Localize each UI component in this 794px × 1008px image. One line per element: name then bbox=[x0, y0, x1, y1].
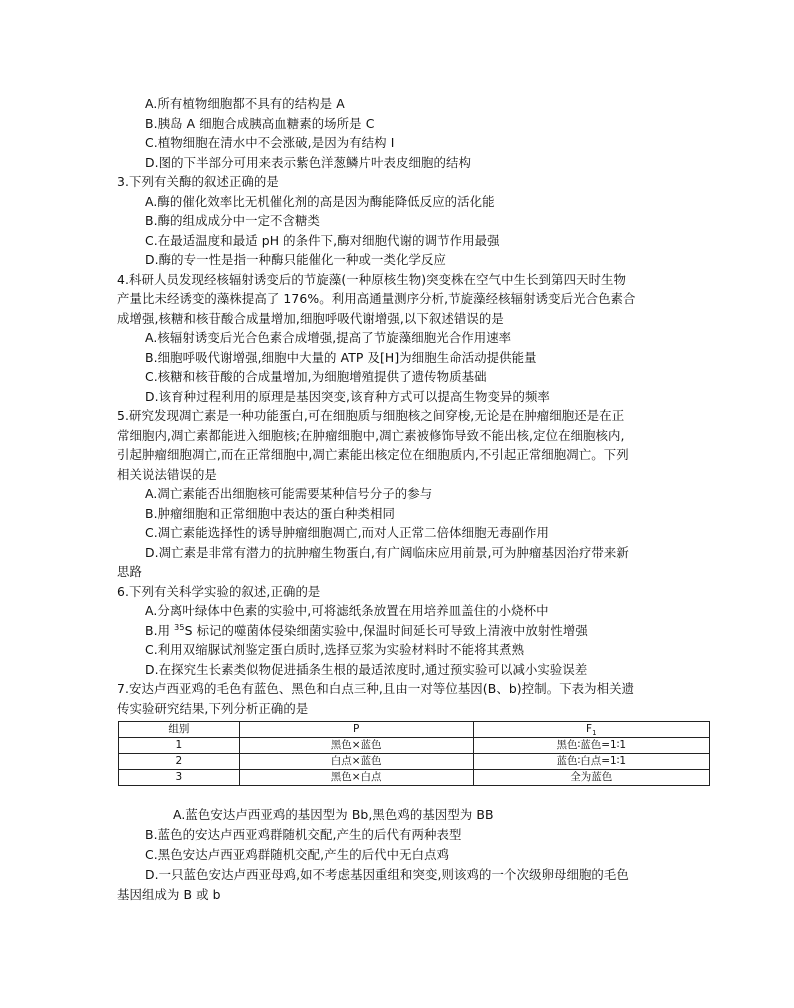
q6-option-b-prefix: B.用 bbox=[145, 623, 175, 638]
table-cell-f1: 蓝色∶白点=1∶1 bbox=[473, 754, 709, 770]
q5-option-d-line-2: 思路 bbox=[117, 564, 142, 579]
q5-stem-line-3: 引起肿瘤细胞凋亡,而在正常细胞中,凋亡素能出核定位在细胞质内,不引起正常细胞凋亡。下列 bbox=[117, 447, 629, 462]
q6-option-b-text: S 标记的噬菌体侵染细菌实验中,保温时间延长可导致上清液中放射性增强 bbox=[184, 623, 588, 638]
q3-option-a: A.酶的催化效率比无机催化剂的高是因为酶能降低反应的活化能 bbox=[145, 194, 495, 209]
q4-option-b: B.细胞呼吸代谢增强,细胞中大量的 ATP 及[H]为细胞生命活动提供能量 bbox=[145, 350, 537, 365]
q6-option-b bbox=[145, 622, 588, 640]
table-cell-f1: 黑色∶蓝色=1∶1 bbox=[473, 738, 709, 754]
q4-stem-line-3: 成增强,核糖和核苷酸合成量增加,细胞呼吸代谢增强,以下叙述错误的是 bbox=[117, 311, 504, 326]
q7-option-c: C.黑色安达卢西亚鸡群随机交配,产生的后代中无白点鸡 bbox=[145, 847, 450, 862]
q5-stem-line-4: 相关说法错误的是 bbox=[117, 467, 217, 482]
q7-stem-line-2: 传实验研究结果,下列分析正确的是 bbox=[117, 701, 309, 716]
table-cell-parents: 黑色×蓝色 bbox=[239, 738, 473, 754]
q4-option-c: C.核糖和核苷酸的合成量增加,为细胞增殖提供了遗传物质基础 bbox=[145, 369, 487, 384]
q6-option-d: D.在探究生长素类似物促进插条生根的最适浓度时,通过预实验可以减小实验误差 bbox=[145, 662, 588, 677]
q2-option-a: A.所有植物细胞都不具有的结构是 A bbox=[145, 96, 345, 111]
table-cell-group: 3 bbox=[119, 770, 240, 786]
q7-option-d-line-1: D.一只蓝色安达卢西亚母鸡,如不考虑基因重组和突变,则该鸡的一个次级卵母细胞的毛色 bbox=[145, 867, 629, 882]
q5-option-d-line-1: D.凋亡素是非常有潜力的抗肿瘤生物蛋白,有广阔临床应用前景,可为肿瘤基因治疗带来新 bbox=[145, 545, 629, 560]
q7-stem-line-1: 7.安达卢西亚鸡的毛色有蓝色、黑色和白点三种,且由一对等位基因(B、b)控制。下表为相关遗 bbox=[117, 681, 635, 696]
table-row bbox=[119, 770, 710, 786]
q7-option-a: A.蓝色安达卢西亚鸡的基因型为 Bb,黑色鸡的基因型为 BB bbox=[173, 807, 494, 822]
q3-option-c: C.在最适温度和最适 pH 的条件下,酶对细胞代谢的调节作用最强 bbox=[145, 233, 500, 248]
q6-stem: 6.下列有关科学实验的叙述,正确的是 bbox=[117, 584, 321, 599]
table-header-group: 组别 bbox=[119, 722, 240, 738]
q2-option-d: D.图的下半部分可用来表示紫色洋葱鳞片叶表皮细胞的结构 bbox=[145, 155, 471, 170]
q4-option-a: A.核辐射诱变后光合色素合成增强,提高了节旋藻细胞光合作用速率 bbox=[145, 330, 512, 345]
q3-stem: 3.下列有关酶的叙述正确的是 bbox=[117, 174, 279, 189]
q5-option-c: C.凋亡素能选择性的诱导肿瘤细胞凋亡,而对人正常二倍体细胞无毒副作用 bbox=[145, 525, 550, 540]
isotope-superscript: 35 bbox=[174, 622, 185, 632]
q5-stem-line-1: 5.研究发现凋亡素是一种功能蛋白,可在细胞质与细胞核之间穿梭,无论是在肿瘤细胞还是在正 bbox=[117, 408, 625, 423]
f1-label: F bbox=[586, 723, 593, 735]
table-row bbox=[119, 754, 710, 770]
table-header-f1 bbox=[473, 722, 709, 738]
q3-option-d: D.酶的专一性是指一种酶只能催化一种或一类化学反应 bbox=[145, 252, 446, 267]
table-header-parents: P bbox=[239, 722, 473, 738]
q4-stem-line-2: 产量比未经诱变的藻株提高了 176%。利用高通量测序分析,节旋藻经核辐射诱变后光合色素合 bbox=[117, 291, 636, 306]
table-cell-group: 2 bbox=[119, 754, 240, 770]
q3-option-b: B.酶的组成成分中一定不含糖类 bbox=[145, 213, 321, 228]
table-cell-group: 1 bbox=[119, 738, 240, 754]
table-row bbox=[119, 738, 710, 754]
f1-subscript: 1 bbox=[592, 729, 597, 738]
q4-stem-line-1: 4.科研人员发现经核辐射诱变后的节旋藻(一种原核生物)突变株在空气中生长到第四天时生物 bbox=[117, 272, 627, 287]
q5-option-b: B.肿瘤细胞和正常细胞中表达的蛋白种类相同 bbox=[145, 506, 395, 521]
table-cell-parents: 白点×蓝色 bbox=[239, 754, 473, 770]
q5-stem-line-2: 常细胞内,凋亡素都能进入细胞核;在肿瘤细胞中,凋亡素被修饰导致不能出核,定位在细胞核内, bbox=[117, 428, 625, 443]
q7-option-d-line-2: 基因组成为 B 或 b bbox=[117, 887, 221, 902]
q5-option-a: A.凋亡素能否出细胞核可能需要某种信号分子的参与 bbox=[145, 486, 433, 501]
q2-option-c: C.植物细胞在清水中不会涨破,是因为有结构 I bbox=[145, 135, 395, 150]
table-cell-parents: 黑色×白点 bbox=[239, 770, 473, 786]
q2-option-b: B.胰岛 A 细胞合成胰高血糖素的场所是 C bbox=[145, 116, 375, 131]
q6-option-a: A.分离叶绿体中色素的实验中,可将滤纸条放置在用培养皿盖住的小烧杯中 bbox=[145, 603, 549, 618]
q7-option-b: B.蓝色的安达卢西亚鸡群随机交配,产生的后代有两种表型 bbox=[145, 827, 462, 842]
table-cell-f1: 全为蓝色 bbox=[473, 770, 709, 786]
q6-option-c: C.利用双缩脲试剂鉴定蛋白质时,选择豆浆为实验材料时不能将其煮熟 bbox=[145, 642, 525, 657]
table-header-row bbox=[119, 722, 710, 738]
genetics-table bbox=[118, 721, 710, 786]
q4-option-d: D.该育种过程利用的原理是基因突变,该育种方式可以提高生物变异的频率 bbox=[145, 389, 550, 404]
